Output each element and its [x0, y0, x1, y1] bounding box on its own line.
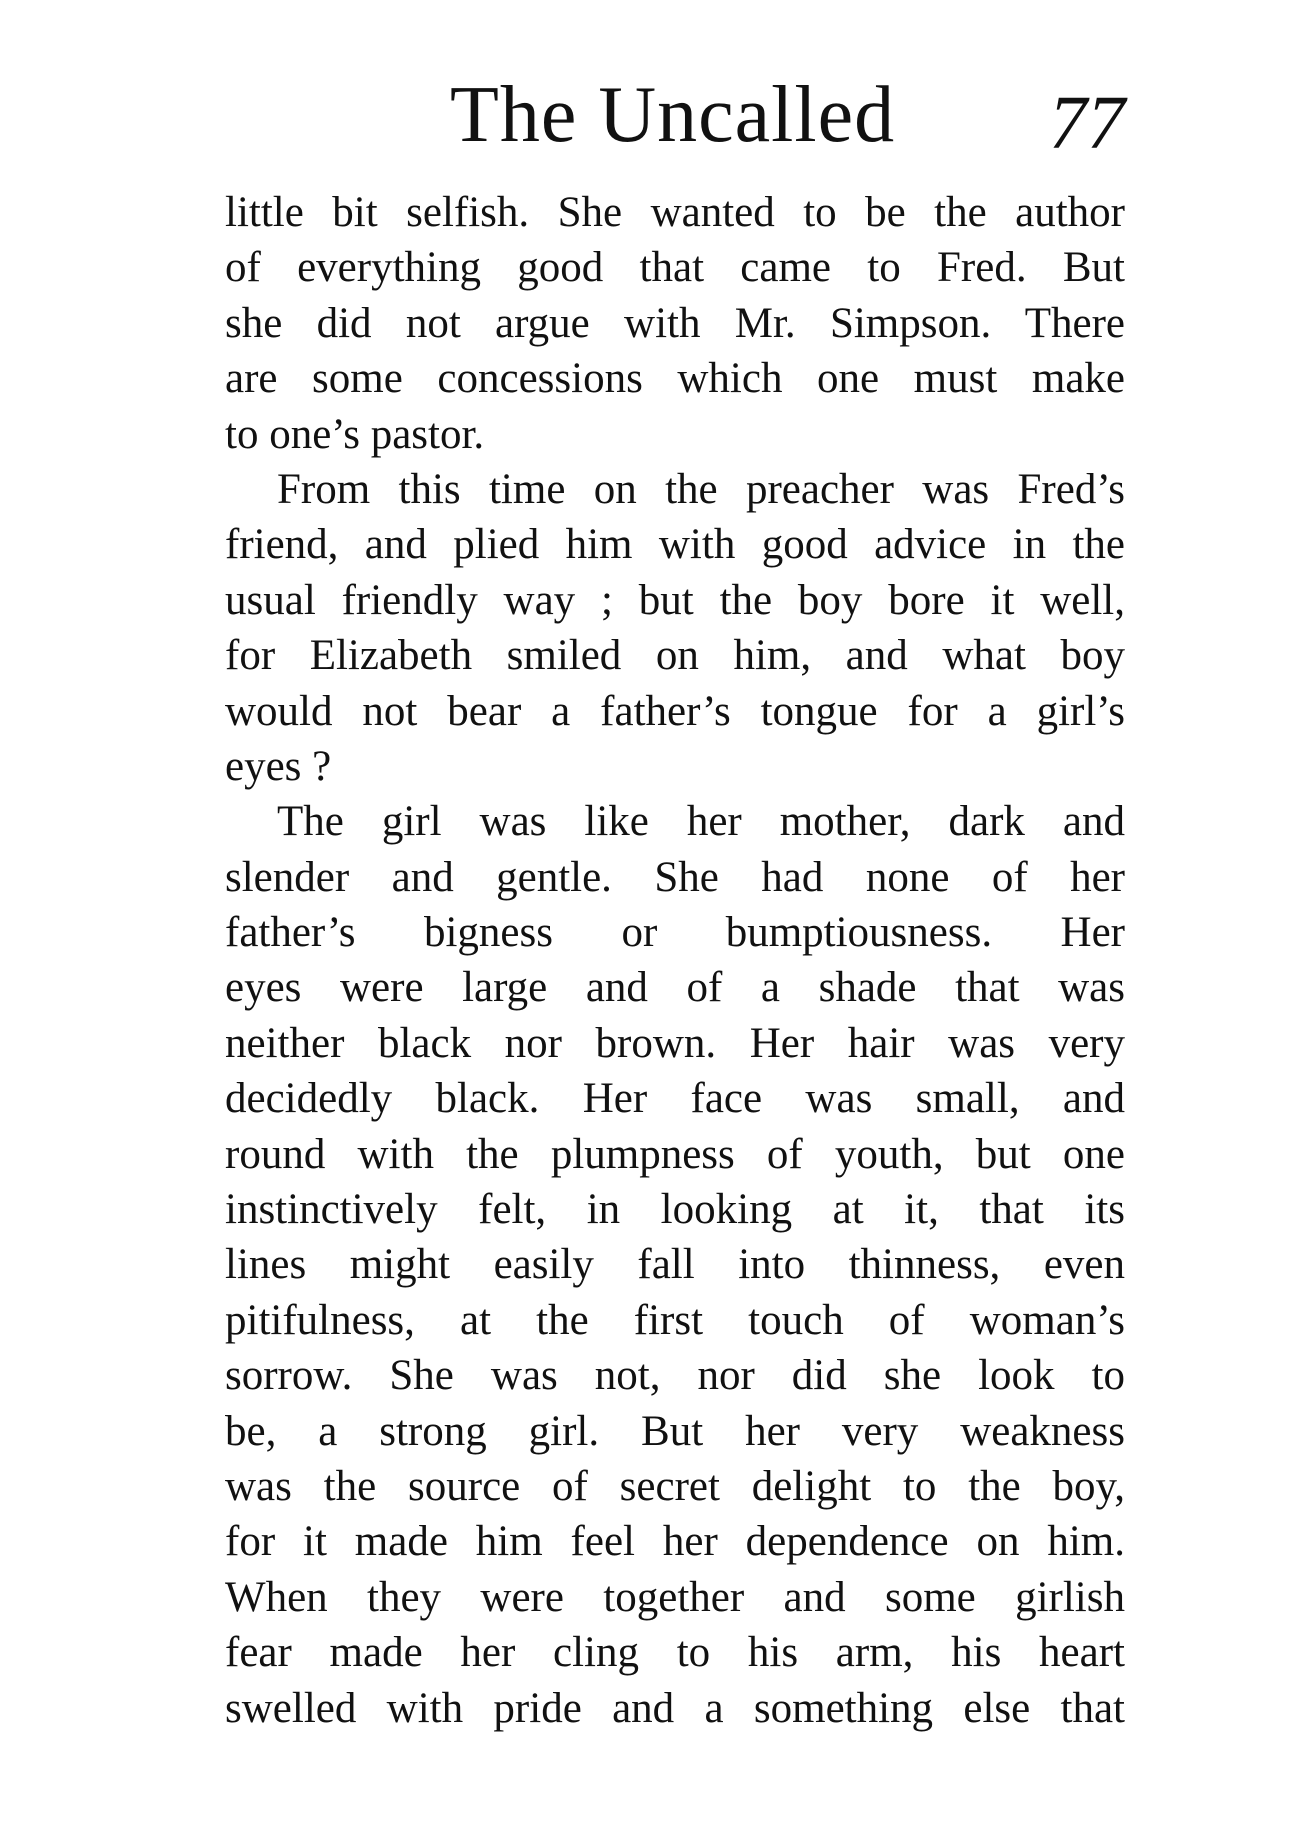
body-text: [225, 185, 1125, 1736]
text-line: sorrow. She was not, nor did she look to: [225, 1352, 1125, 1400]
text-line: would not bear a father’s tongue for a girl’s: [225, 687, 1125, 735]
text-line: From this time on the preacher was Fred’s: [277, 465, 1125, 513]
text-line: neither black nor brown. Her hair was very: [225, 1019, 1125, 1067]
text-line: eyes ?: [225, 742, 332, 790]
text-line: decidedly black. Her face was small, and: [225, 1075, 1125, 1123]
text-line: father’s bigness or bumptiousness. Her: [225, 909, 1125, 957]
text-line: round with the plumpness of youth, but one: [225, 1130, 1125, 1178]
text-line: was the source of secret delight to the boy,: [225, 1462, 1125, 1510]
running-header: [225, 70, 1125, 165]
text-line: she did not argue with Mr. Simpson. There: [225, 299, 1125, 347]
text-line: little bit selfish. She wanted to be the author: [225, 189, 1125, 236]
page-number: 77: [1049, 81, 1125, 165]
text-line: are some concessions which one must make: [225, 355, 1125, 403]
text-line: eyes were large and of a shade that was: [225, 964, 1125, 1012]
running-title: The Uncalled: [450, 71, 896, 159]
text-line: friend, and plied him with good advice in the: [225, 521, 1125, 569]
text-line: The girl was like her mother, dark and: [277, 798, 1125, 846]
text-line: to one’s pastor.: [225, 410, 485, 458]
text-line: be, a strong girl. But her very weakness: [225, 1407, 1125, 1455]
text-line: usual friendly way ; but the boy bore it well,: [225, 576, 1125, 624]
text-line: fear made her cling to his arm, his heart: [225, 1629, 1125, 1677]
text-line: for Elizabeth smiled on him, and what boy: [225, 632, 1125, 680]
text-line: of everything good that came to Fred. But: [225, 244, 1125, 292]
text-line: slender and gentle. She had none of her: [225, 853, 1125, 901]
text-line: pitifulness, at the first touch of woman’s: [225, 1296, 1125, 1344]
text-line: When they were together and some girlish: [225, 1573, 1125, 1621]
text-line: instinctively felt, in looking at it, that its: [225, 1186, 1125, 1234]
text-line: for it made him feel her dependence on him.: [225, 1518, 1125, 1566]
text-line: lines might easily fall into thinness, even: [225, 1241, 1125, 1289]
text-line: swelled with pride and a something else that: [225, 1684, 1125, 1732]
